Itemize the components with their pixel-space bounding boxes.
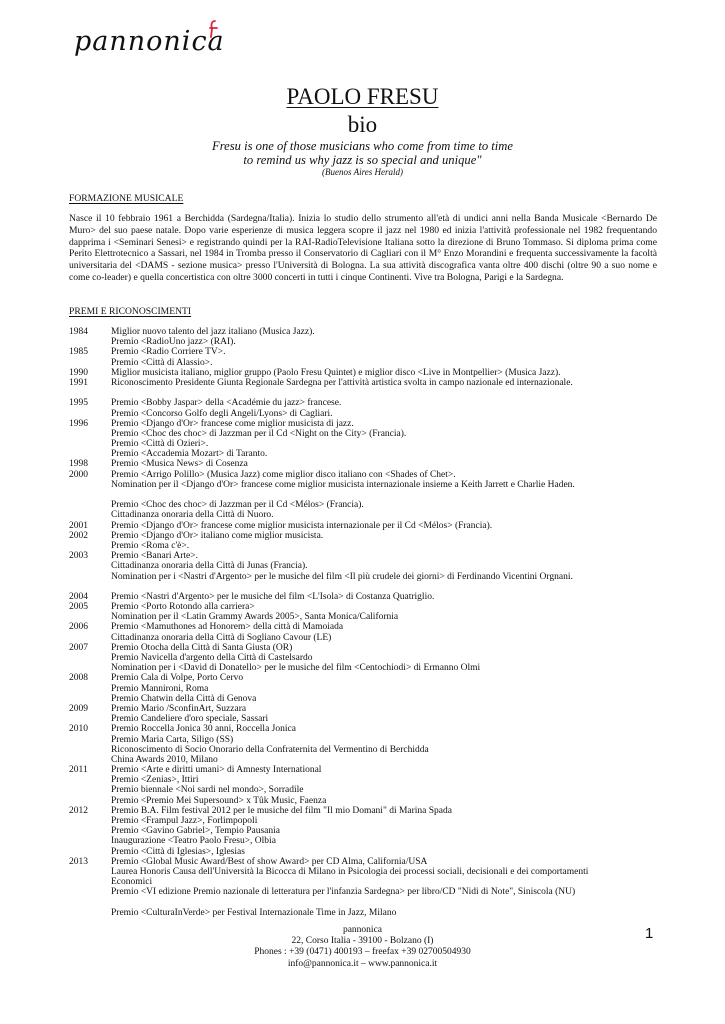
award-year: 1996 xyxy=(69,418,88,429)
award-year: 1984 xyxy=(69,327,88,337)
award-year: 2001 xyxy=(69,520,88,531)
award-text: Premio Maria Carta, Siligo (SS) xyxy=(111,734,234,745)
award-year: 2000 xyxy=(69,469,88,480)
award-row xyxy=(69,663,669,673)
award-text: Premio <Musica News> di Cosenza xyxy=(111,459,248,470)
award-text: Premio <Premio Mei Supersound> x Tûk Music, Faenza xyxy=(111,795,327,806)
award-row xyxy=(69,449,669,459)
section-heading-training: FORMAZIONE MUSICALE xyxy=(69,193,184,204)
award-row xyxy=(69,572,669,592)
award-row xyxy=(69,673,669,683)
award-row xyxy=(69,867,669,887)
award-text: Premio <Città di Ozieri>. xyxy=(111,439,209,450)
award-year: 2004 xyxy=(69,591,88,602)
award-row xyxy=(69,429,669,439)
logo-accent-mark-icon xyxy=(208,20,220,38)
footer-phones: Phones : +39 (0471) 400193 – freefax +39 02700504930 xyxy=(254,947,471,958)
award-text: Premio <Django d'Or> italiano come miglior musicista. xyxy=(111,530,324,541)
award-row xyxy=(69,521,669,531)
quote-line-2: to remind us why jazz is so special and unique" xyxy=(243,153,482,167)
award-text: Miglior musicista italiano, miglior gruppo (Paolo Fresu Quintet) e miglior disco <Live in Montpellier> (Musica Jazz). xyxy=(111,367,561,378)
award-row xyxy=(69,796,669,806)
award-text: Premio <Radio Corriere TV>. xyxy=(111,347,226,358)
award-row xyxy=(69,480,669,500)
award-text: Premio Mannironi, Roma xyxy=(111,683,209,694)
award-row xyxy=(69,459,669,469)
award-row xyxy=(69,327,669,337)
award-row xyxy=(69,816,669,826)
award-year: 1991 xyxy=(69,377,88,388)
award-text: Premio <CulturaInVerde> per Festival Internazionale Time in Jazz, Milano xyxy=(111,907,397,918)
award-row xyxy=(69,908,669,918)
award-row xyxy=(69,337,669,347)
award-row xyxy=(69,602,669,612)
award-row xyxy=(69,684,669,694)
award-text: Premio Candeliere d'oro speciale, Sassari xyxy=(111,714,269,725)
award-year: 2002 xyxy=(69,530,88,541)
award-text: Premio <Gavino Gabriel>, Tempio Pausania xyxy=(111,826,280,837)
award-year: 2006 xyxy=(69,622,88,633)
award-text: Premio <Django d'Or> francese come miglior musicista di jazz. xyxy=(111,418,354,429)
award-text: Cittadinanza onoraria della Città di Sogliano Cavour (LE) xyxy=(111,632,332,643)
award-text: Cittadinanza onoraria della Città di Junas (Francia). xyxy=(111,561,308,572)
award-year: 2008 xyxy=(69,673,88,684)
award-row xyxy=(69,633,669,643)
award-row xyxy=(69,785,669,795)
award-text: Premio <Roma c'è>. xyxy=(111,540,190,551)
award-text: Miglior nuovo talento del jazz italiano (Musica Jazz). xyxy=(111,327,315,337)
award-text: Inaugurazione <Teatro Paolo Fresu>, Olbia xyxy=(111,836,276,847)
award-text: Premio Cala di Volpe, Porto Cervo xyxy=(111,673,244,684)
award-row xyxy=(69,561,669,571)
award-row xyxy=(69,806,669,816)
page-subtitle: bio xyxy=(347,112,378,137)
footer-contacts: info@pannonica.it – www.pannonica.it xyxy=(287,958,438,969)
award-text: Premio <Global Music Award/Best of show Award> per CD Alma, California/USA xyxy=(111,856,428,867)
award-text: Premio Otocha della Città di Santa Giusta (OR) xyxy=(111,642,293,653)
award-row xyxy=(69,612,669,622)
award-row xyxy=(69,409,669,419)
award-text: Nomination per il <Django d'Or> francese come miglior musicista internazionale insieme a Keith Jarrett e Charlie Haden. xyxy=(111,479,575,490)
award-year: 2009 xyxy=(69,703,88,714)
award-year: 2007 xyxy=(69,642,88,653)
award-row xyxy=(69,775,669,785)
award-row xyxy=(69,531,669,541)
footer xyxy=(0,925,725,970)
award-text: Riconoscimento di Socio Onorario della Confraternita del Vermentino di Berchidda xyxy=(111,744,429,755)
award-text: Premio <Django d'Or> francese come miglior musicista internazionale per il Cd <Mélos> (Francia). xyxy=(111,520,493,531)
award-text: China Awards 2010, Milano xyxy=(111,754,218,765)
award-text: Premio <Zenias>, Ittiri xyxy=(111,775,199,786)
award-text: Premio <Città di Iglesias>, Iglesias xyxy=(111,846,245,857)
logo-wordmark: pannonica xyxy=(74,26,225,57)
award-row xyxy=(69,745,669,755)
award-year: 2011 xyxy=(69,765,88,776)
footer-address: 22, Corso Italia - 39100 - Bolzano (I) xyxy=(291,936,434,947)
award-row xyxy=(69,714,669,724)
award-row xyxy=(69,510,669,520)
award-text: Premio <Arte e diritti umani> di Amnesty International xyxy=(111,765,322,776)
award-text: Premio <RadioUno jazz> (RAI). xyxy=(111,337,236,348)
award-row xyxy=(69,358,669,368)
award-row xyxy=(69,378,669,398)
award-text: Riconoscimento Presidente Giunta Regionale Sardegna per l'attività artistica svolta in campo nazionale ed internazionale. xyxy=(111,377,573,388)
award-row xyxy=(69,755,669,765)
award-row xyxy=(69,735,669,745)
award-row xyxy=(69,541,669,551)
awards-list xyxy=(69,327,669,918)
award-text: Premio <Arrigo Polillo> (Musica Jazz) come miglior disco italiano con <Shades of Chet>. xyxy=(111,469,456,480)
award-text: Nomination per i <Nastri d'Argento> per le musiche del film <Il più crudele dei giorni> di Ferdinando Vicentini Orgnani. xyxy=(111,571,573,582)
award-row xyxy=(69,653,669,663)
section-heading-awards: PREMI E RICONOSCIMENTI xyxy=(69,306,192,317)
award-row xyxy=(69,439,669,449)
award-text: Premio Chatwin della Città di Genova xyxy=(111,693,257,704)
award-text: Premio <Choc des choc> di Jazzman per il Cd <Night on the City> (Francia). xyxy=(111,428,407,439)
award-row xyxy=(69,551,669,561)
award-text: Premio <Nastri d'Argento> per le musiche del film <L'Isola> di Costanza Quatriglio. xyxy=(111,591,435,602)
award-text: Premio B.A. Film festival 2012 per le musiche del film "Il mio Domani" di Marina Spada xyxy=(111,805,452,816)
pannonica-logo xyxy=(74,20,234,62)
award-text: Nomination per il <Latin Grammy Awards 2005>, Santa Monica/California xyxy=(111,612,399,623)
award-row xyxy=(69,765,669,775)
award-row xyxy=(69,398,669,408)
award-row xyxy=(69,724,669,734)
award-year: 2005 xyxy=(69,602,88,613)
award-row xyxy=(69,592,669,602)
award-text: Premio <Bobby Jaspar> della <Académie du jazz> francese. xyxy=(111,398,342,409)
award-text: Premio <Frampul Jazz>, Forlimpopoli xyxy=(111,816,258,827)
award-text: Nomination per i <David di Donatello> per le musiche del film <Centochiodi> di Ermanno Olmi xyxy=(111,663,481,674)
award-text: Premio <Città di Alassio>. xyxy=(111,357,213,368)
award-text: Premio biennale <Noi sardi nel mondo>, Sorradile xyxy=(111,785,304,796)
award-row xyxy=(69,857,669,867)
award-row xyxy=(69,887,669,907)
award-row xyxy=(69,470,669,480)
award-row xyxy=(69,694,669,704)
quote-line-1: Fresu is one of those musicians who come from time to time xyxy=(212,139,513,153)
award-text: Laurea Honoris Causa dell'Università la Bicocca di Milano in Psicologia dei processi sociali, decisionali e dei comportamenti Economici xyxy=(111,866,589,888)
award-row xyxy=(69,368,669,378)
award-text: Premio <Mamuthones ad Honorem> della città di Mamoiada xyxy=(111,622,344,633)
training-paragraph: Nasce il 10 febbraio 1961 a Berchidda (Sardegna/Italia). Inizia lo studio dello strumento all'età di undici anni nella Banda Musicale <Bernardo De Muro> del suo paese natale. Dopo varie esperienze di musica leggera scopre il jazz nel 1980 ed inizia l'attività professionale nel 1982 frequentando dapprima i <Seminari Senesi> e registrando quindi per la RAI-RadioTelevisione Italiana sotto la direzione di Bruno Tommaso. Si diploma prima come Perito Elettrotecnico a Sassari, nel 1984 in Tromba presso il Conservatorio di Cagliari con il M° Enzo Morandini e frequenta successivamente la facoltà universitaria del <DAMS - sezione musica> presso l'Università di Bologna. La sua attività discografica vanta oltre 400 dischi (oltre 90 a suo nome e come co-leader) e quella concertistica con oltre 3000 concerti in tutti i cinque Continenti. Vive tra Bologna, Parigi e la Sardegna. xyxy=(69,213,657,283)
award-year: 1985 xyxy=(69,347,88,358)
award-year: 2003 xyxy=(69,551,88,562)
award-row xyxy=(69,622,669,632)
award-row xyxy=(69,847,669,857)
award-year: 1998 xyxy=(69,459,88,470)
award-year: 2012 xyxy=(69,805,88,816)
quote xyxy=(0,139,725,167)
award-row xyxy=(69,826,669,836)
award-year: 1995 xyxy=(69,398,88,409)
award-row xyxy=(69,836,669,846)
quote-source: (Buenos Aires Herald) xyxy=(322,167,403,177)
award-text: Premio Navicella d'argento della Città di Castelsardo xyxy=(111,653,313,664)
award-text: Premio <VI edizione Premio nazionale di letteratura per l'infanzia Sardegna> per libro/CD "Nidi di Note", Siniscola (NU) xyxy=(111,887,576,898)
award-row xyxy=(69,643,669,653)
page-title: PAOLO FRESU xyxy=(286,84,439,109)
award-text: Premio <Banari Arte>. xyxy=(111,551,198,562)
award-row xyxy=(69,704,669,714)
award-year: 2013 xyxy=(69,856,88,867)
award-row xyxy=(69,419,669,429)
page-number: 1 xyxy=(645,925,654,942)
award-text: Premio Roccella Jonica 30 anni, Roccella Jonica xyxy=(111,724,296,735)
award-text: Cittadinanza onoraria della Città di Nuoro. xyxy=(111,510,274,521)
award-row xyxy=(69,500,669,510)
award-row xyxy=(69,347,669,357)
award-text: Premio <Concorso Golfo degli Angeli/Lyons> di Cagliari. xyxy=(111,408,333,419)
award-year: 1990 xyxy=(69,367,88,378)
award-year: 2010 xyxy=(69,724,88,735)
footer-company: pannonica xyxy=(342,925,383,935)
award-text: Premio <Accademia Mozart> di Taranto. xyxy=(111,449,268,460)
award-text: Premio <Choc des choc> di Jazzman per il Cd <Mélos> (Francia). xyxy=(111,500,364,511)
award-text: Premio <Porto Rotondo alla carriera> xyxy=(111,602,255,613)
award-text: Premio Mario /SconfinArt, Suzzara xyxy=(111,703,247,714)
